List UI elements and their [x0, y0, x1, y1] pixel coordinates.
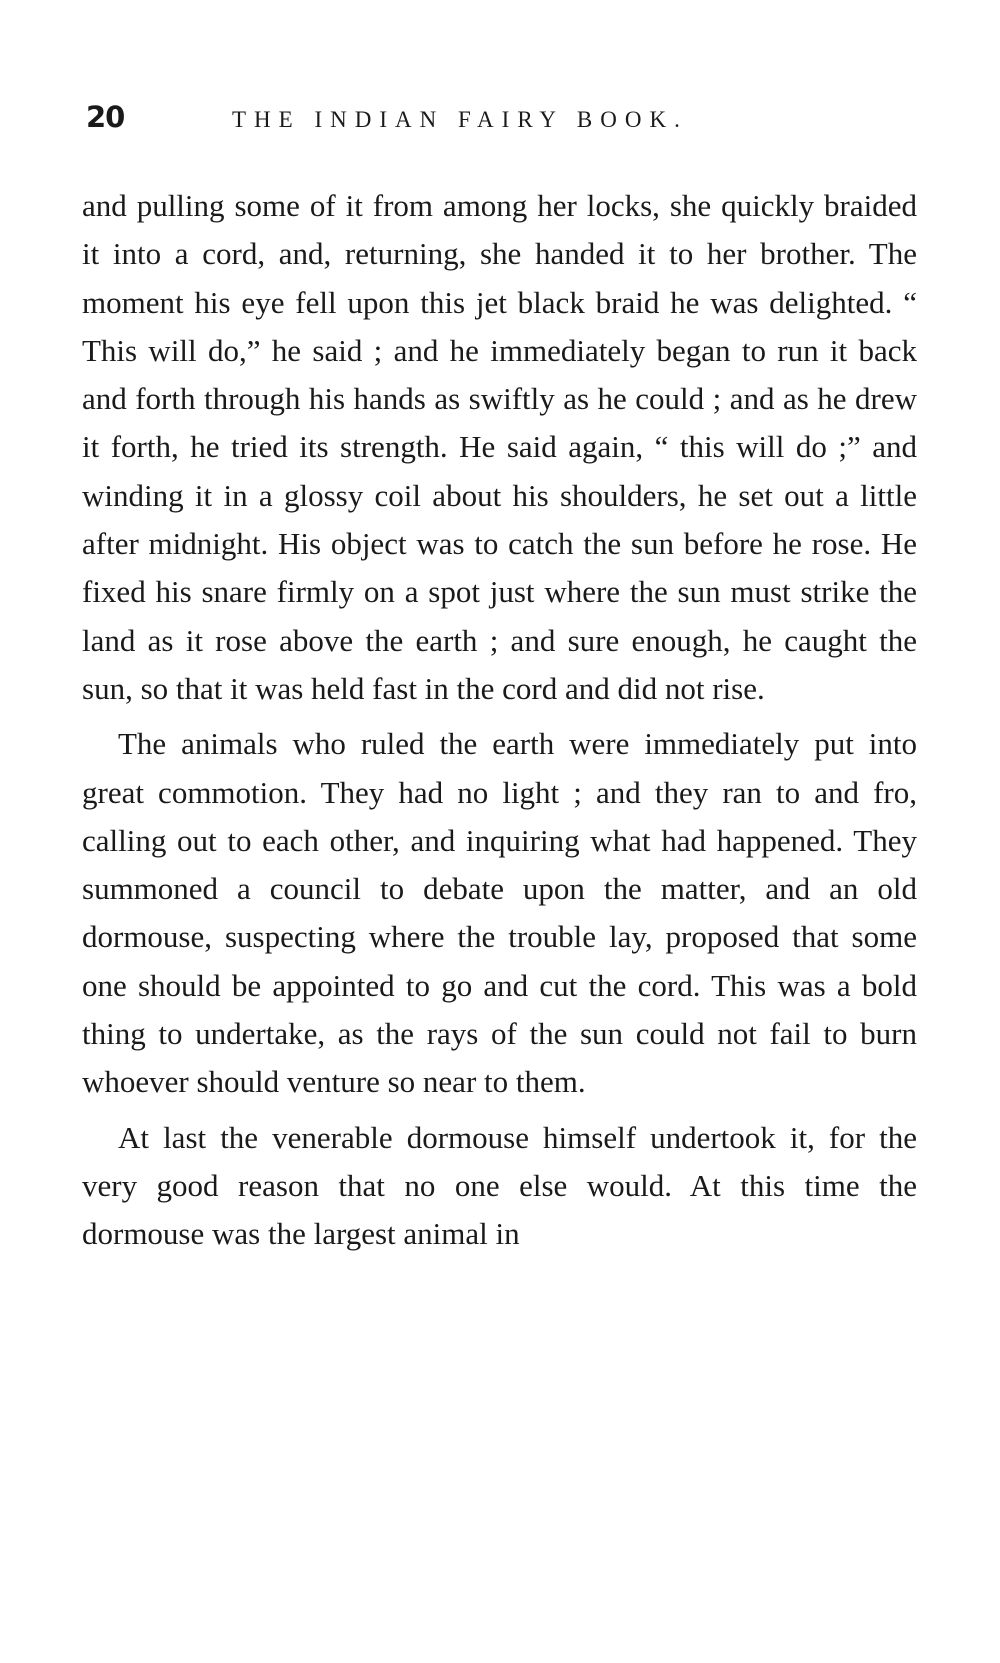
running-title: THE INDIAN FAIRY BOOK.	[232, 107, 688, 132]
paragraph: and pulling some of it from among her locks, she quickly braided it into a cord, and, returning, she handed it to her brother. The moment his eye fell upon this jet black braid he was delighted. “ This will do,” he said ; and he immediately began to run it back and forth through his hands as swiftly as he could ; and as he drew it forth, he tried its strength. He said again, “ this will do ;” and winding it in a glossy coil about his shoulders, he set out a little after midnight. His object was to catch the sun before he rose. He fixed his snare firmly on a spot just where the sun must strike the land as it rose above the earth ; and sure enough, he caught the sun, so that it was held fast in the cord and did not rise.	[82, 188, 917, 706]
page-number: 20	[86, 100, 125, 134]
page-header	[82, 100, 917, 144]
body-text	[82, 182, 917, 1259]
paragraph: The animals who ruled the earth were immediately put into great commotion. They had no light ; and they ran to and fro, calling out to each other, and inquiring what had happened. They summoned a council to debate upon the matter, and an old dormouse, suspecting where the trouble lay, proposed that some one should be appointed to go and cut the cord. This was a bold thing to undertake, as the rays of the sun could not fail to burn whoever should venture so near to them.	[82, 726, 917, 1100]
paragraph: At last the venerable dormouse himself undertook it, for the very good reason that no one else would. At this time the dormouse was the largest animal in	[82, 1119, 917, 1252]
book-page	[82, 100, 917, 1259]
